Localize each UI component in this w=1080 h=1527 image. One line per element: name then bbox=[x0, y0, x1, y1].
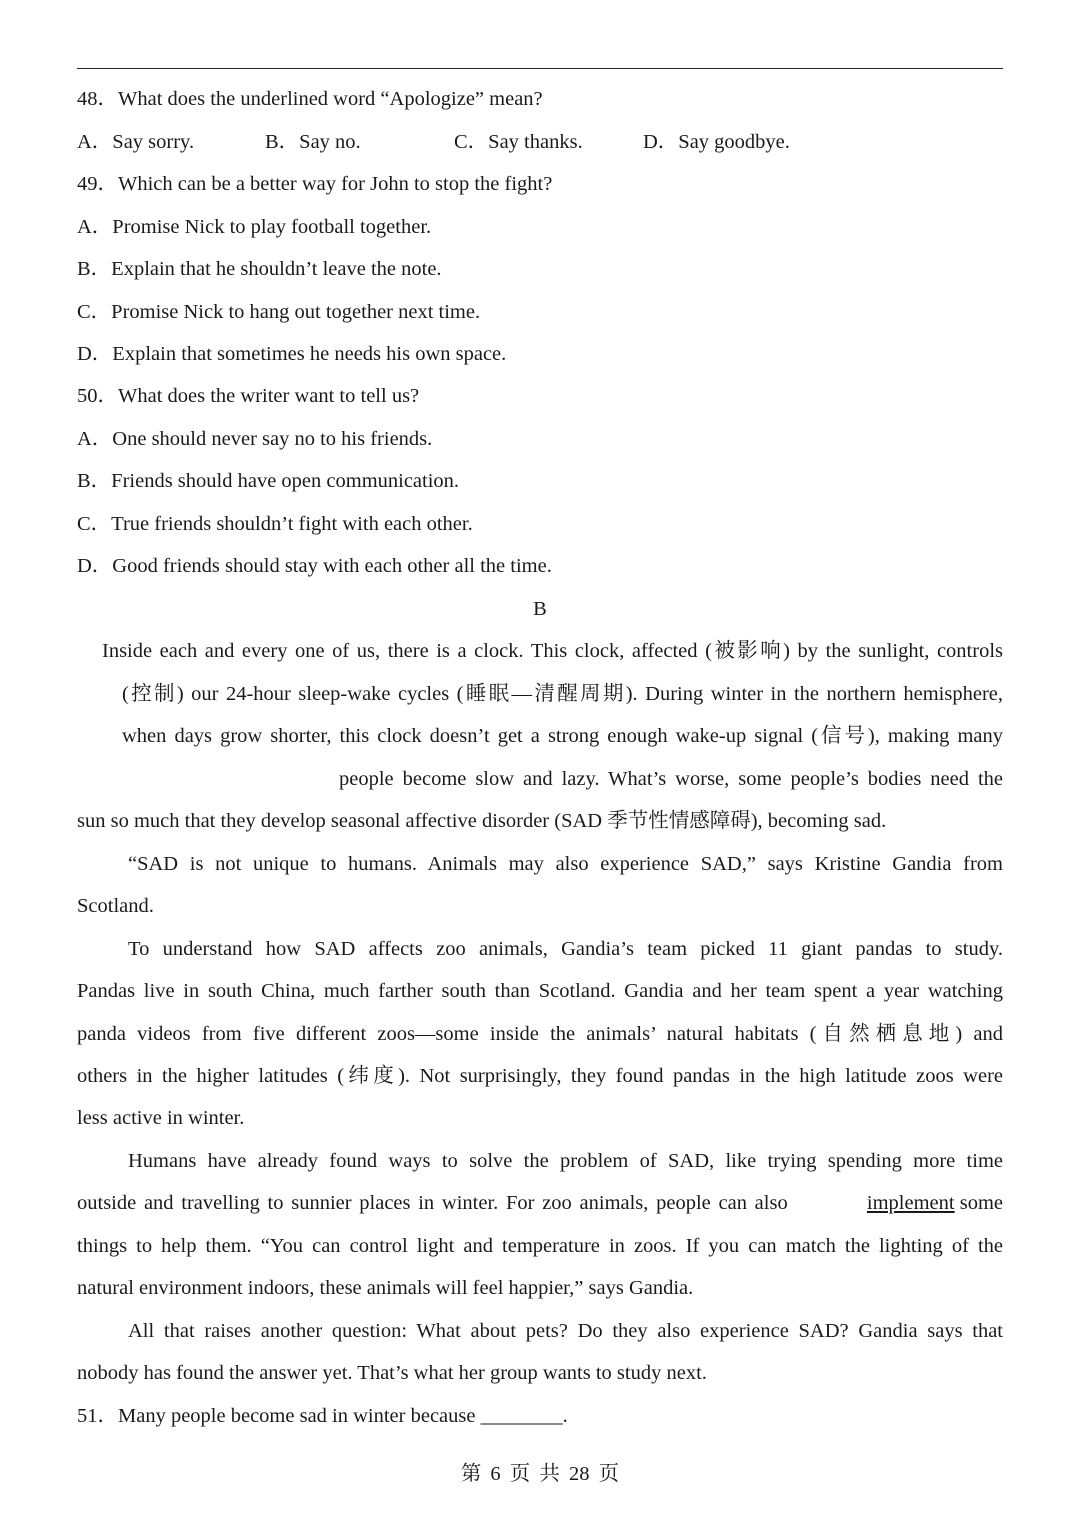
q49-option-a: A．Promise Nick to play football together. bbox=[77, 216, 432, 238]
section-b-heading: B bbox=[533, 598, 547, 620]
passage-p1-line-2: (控制) our 24-hour sleep-wake cycles (睡眠—清醒周期). During winter in the northern hemisphere, bbox=[122, 683, 1003, 705]
passage-p1-line-5: sun so much that they develop seasonal affective disorder (SAD 季节性情感障碍), becoming sad. bbox=[77, 810, 887, 832]
question-50-stem: 50．What does the writer want to tell us? bbox=[77, 385, 420, 407]
passage-p1-line-3: when days grow shorter, this clock doesn’t get a strong enough wake-up signal (信号), making many bbox=[122, 725, 1003, 747]
passage-p4-line-1: Humans have already found ways to solve the problem of SAD, like trying spending more time bbox=[128, 1150, 1003, 1172]
passage-p2-line-2: Scotland. bbox=[77, 895, 154, 917]
passage-p3-line-4: others in the higher latitudes (纬度). Not surprisingly, they found pandas in the high latitude zoos were bbox=[77, 1065, 1003, 1087]
page-footer: 第 6 页 共 28 页 bbox=[460, 1463, 620, 1485]
passage-p1-line-4: people become slow and lazy. What’s worse, some people’s bodies need the bbox=[339, 768, 1003, 790]
passage-p3-line-1: To understand how SAD affects zoo animals, Gandia’s team picked 11 giant pandas to study. bbox=[128, 938, 1003, 960]
question-48-options bbox=[0, 130, 1080, 156]
p4-line-2-text-b: some bbox=[954, 1192, 1003, 1214]
q50-option-c: C．True friends shouldn’t fight with each other. bbox=[77, 513, 473, 535]
q49-option-c: C．Promise Nick to hang out together next time. bbox=[77, 301, 481, 323]
p4-line-2-text-a: outside and travelling to sunnier places in winter. For zoo animals, people can also bbox=[77, 1192, 796, 1214]
q50-option-a: A．One should never say no to his friends. bbox=[77, 428, 433, 450]
passage-p3-line-5: less active in winter. bbox=[77, 1107, 245, 1129]
q49-option-d: D．Explain that sometimes he needs his own space. bbox=[77, 343, 507, 365]
passage-p4-line-4: natural environment indoors, these animals will feel happier,” says Gandia. bbox=[77, 1277, 694, 1299]
q50-option-b: B．Friends should have open communication. bbox=[77, 470, 460, 492]
passage-p5-line-1: All that raises another question: What about pets? Do they also experience SAD? Gandia says that bbox=[128, 1320, 1003, 1342]
q48-option-a: A．Say sorry. bbox=[77, 131, 195, 153]
q48-option-c: C．Say thanks. bbox=[454, 131, 583, 153]
question-49-stem: 49．Which can be a better way for John to stop the fight? bbox=[77, 173, 553, 195]
passage-p4-line-2 bbox=[77, 1191, 1003, 1215]
q48-option-b: B．Say no. bbox=[265, 131, 361, 153]
underlined-word-implement: implement bbox=[866, 1192, 955, 1214]
q49-option-b: B．Explain that he shouldn’t leave the note. bbox=[77, 258, 442, 280]
passage-p5-line-2: nobody has found the answer yet. That’s what her group wants to study next. bbox=[77, 1362, 707, 1384]
q50-option-d: D．Good friends should stay with each other all the time. bbox=[77, 555, 552, 577]
passage-p3-line-2: Pandas live in south China, much farther south than Scotland. Gandia and her team spent a year watching bbox=[77, 980, 1003, 1002]
header-rule bbox=[77, 68, 1003, 69]
passage-p4-line-3: things to help them. “You can control light and temperature in zoos. If you can match the lighting of the bbox=[77, 1235, 1003, 1257]
question-48-stem: 48．What does the underlined word “Apologize” mean? bbox=[77, 88, 543, 110]
q48-option-d: D．Say goodbye. bbox=[643, 131, 790, 153]
question-51-stem: 51．Many people become sad in winter because ________. bbox=[77, 1405, 568, 1427]
passage-p3-line-3: panda videos from five different zoos—some inside the animals’ natural habitats (自然栖息地) and bbox=[77, 1023, 1003, 1045]
passage-p1-line-1: Inside each and every one of us, there is a clock. This clock, affected (被影响) by the sunlight, controls bbox=[102, 640, 1003, 662]
passage-p2-line-1: “SAD is not unique to humans. Animals may also experience SAD,” says Kristine Gandia from bbox=[128, 853, 1003, 875]
